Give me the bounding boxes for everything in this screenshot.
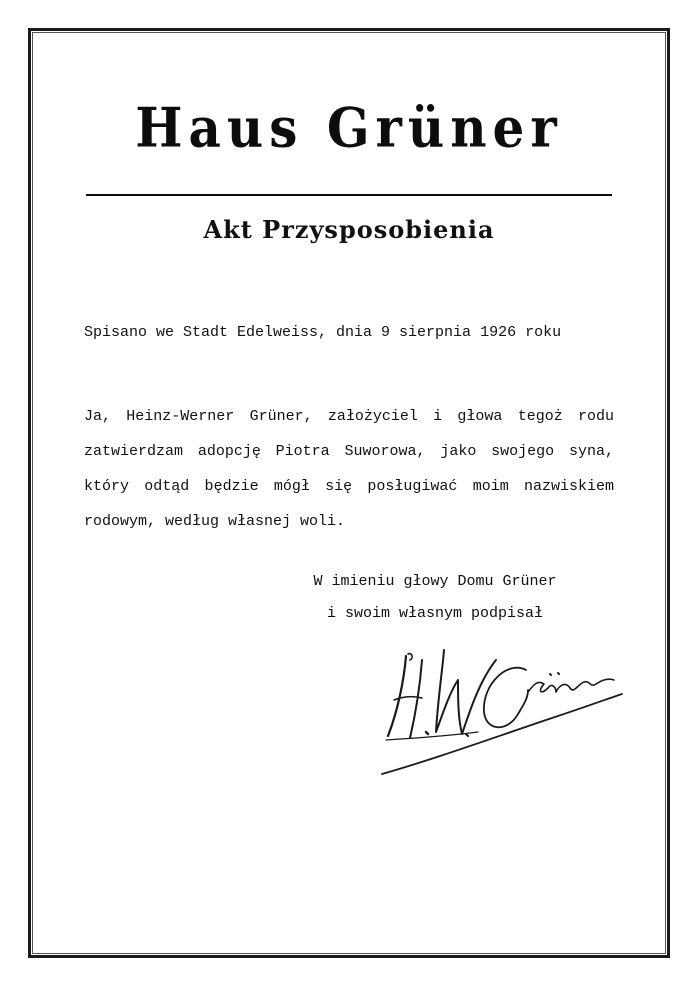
body-paragraph	[84, 399, 614, 539]
body-line: rodowym, według własnej woli.	[84, 513, 346, 530]
closing-block	[270, 566, 600, 630]
body-line: Ja, Heinz-Werner Grüner, założyciel i głowa tegoż rodu	[84, 408, 614, 425]
title-divider	[86, 194, 612, 196]
place-date-line: Spisano we Stadt Edelweiss, dnia 9 sierpnia 1926 roku	[84, 324, 562, 341]
body-line: który odtąd będzie mógł się posługiwać moim nazwiskiem	[84, 478, 614, 495]
closing-line-1: W imieniu głowy Domu Grüner	[313, 573, 557, 590]
body-line: zatwierdzam adopcję Piotra Suworowa, jako swojego syna,	[84, 443, 614, 460]
closing-line-2: i swoim własnym podpisał	[326, 605, 544, 622]
document-title: Akt Przysposobienia	[203, 215, 495, 244]
handwritten-signature	[378, 640, 628, 780]
house-title: Haus Grüner	[135, 95, 563, 160]
